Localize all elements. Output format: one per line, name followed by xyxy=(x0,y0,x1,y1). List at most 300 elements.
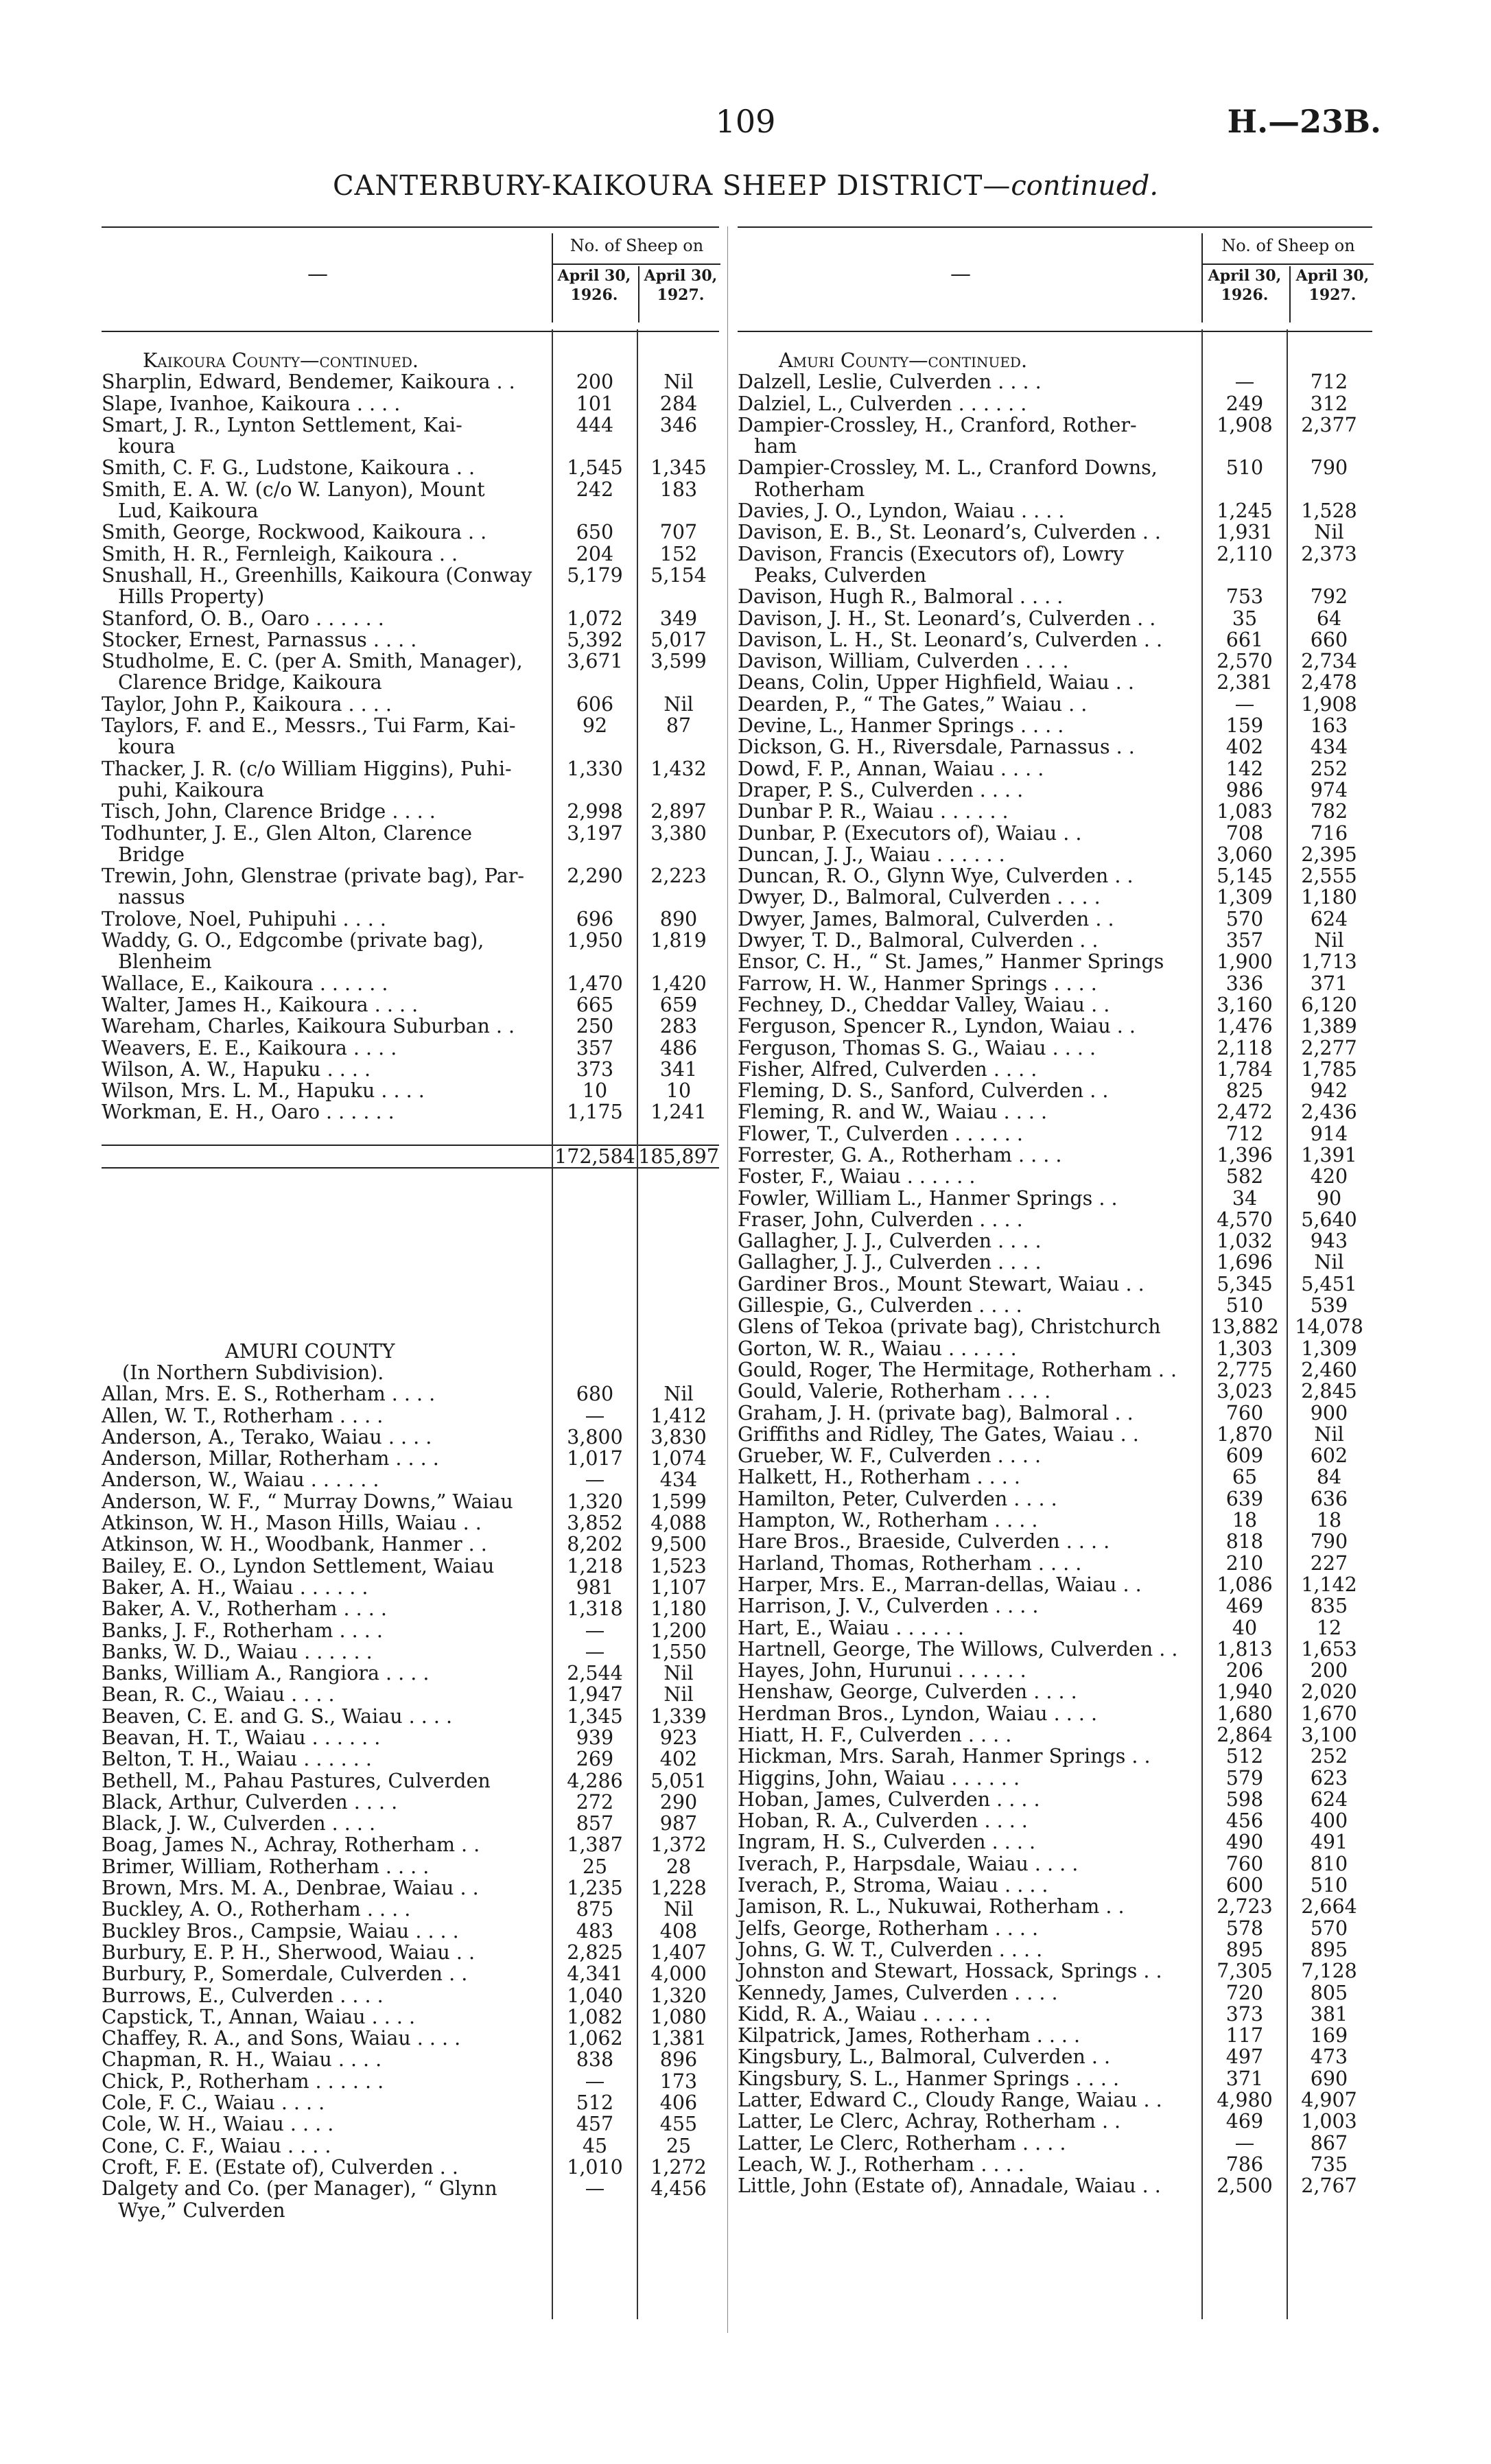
sheep-1927: 1,180 xyxy=(1301,886,1357,909)
left-header-group-title: No. of Sheep on xyxy=(553,233,720,265)
sheep-1926: 1,696 xyxy=(1217,1251,1273,1274)
sheep-1926: 1,396 xyxy=(1217,1143,1273,1166)
table-row xyxy=(738,1381,1372,1402)
sheep-1926: 1,784 xyxy=(1217,1057,1273,1081)
entry-name: (In Northern Subdivision). xyxy=(122,1361,384,1384)
sheep-1927: 3,599 xyxy=(650,650,707,673)
sheep-1927: 896 xyxy=(659,2048,698,2072)
table-row xyxy=(738,457,1372,478)
sheep-1927: 227 xyxy=(1310,1551,1348,1575)
table-row xyxy=(102,2157,719,2178)
table-row xyxy=(102,371,719,392)
table-row xyxy=(102,608,719,629)
entry-name: Taylors, F. and E., Messrs., Tui Farm, Kai- xyxy=(102,714,516,738)
sheep-1926: 895 xyxy=(1225,1938,1264,1961)
sheep-1926: 373 xyxy=(1225,2002,1264,2026)
table-row xyxy=(102,823,719,844)
table-row xyxy=(102,1577,719,1598)
sheep-1926: 4,570 xyxy=(1217,1208,1273,1231)
table-row xyxy=(738,2089,1372,2111)
sheep-1926: 1,940 xyxy=(1217,1680,1273,1704)
entry-name: Harper, Mrs. E., Marran-dellas, Waiau . . xyxy=(738,1573,1142,1596)
table-row xyxy=(738,1403,1372,1424)
sheep-1927: 455 xyxy=(659,2113,698,2136)
entry-name: Chapman, R. H., Waiau . . . . xyxy=(102,2048,382,2072)
sheep-1927: 510 xyxy=(1310,1874,1348,1897)
entry-name: Glens of Tekoa (private bag), Christchurch xyxy=(738,1315,1161,1339)
sheep-1927: 90 xyxy=(1316,1186,1342,1210)
sheep-1927: 9,500 xyxy=(650,1533,707,1556)
left-column xyxy=(102,226,719,2221)
entry-name: Studholme, E. C. (per A. Smith, Manager), xyxy=(102,650,523,673)
page-title-suffix: continued. xyxy=(1011,170,1159,202)
entry-name: Johns, G. W. T., Culverden . . . . xyxy=(738,1938,1043,1961)
sheep-1927: 3,380 xyxy=(650,821,707,845)
table-row xyxy=(102,1469,719,1490)
table-row xyxy=(102,1877,719,1899)
entry-name: Gorton, W. R., Waiau . . . . . . xyxy=(738,1337,1017,1360)
sheep-1927: 200 xyxy=(1310,1659,1348,1682)
entry-name: Davison, William, Culverden . . . . xyxy=(738,650,1069,673)
entry-name: Anderson, Millar, Rotherham . . . . xyxy=(102,1447,439,1470)
table-row xyxy=(738,1424,1372,1445)
sheep-1927: 782 xyxy=(1310,800,1348,823)
table-row xyxy=(738,1939,1372,1960)
table-row xyxy=(102,1598,719,1619)
table-row xyxy=(738,1037,1372,1059)
sheep-1927: 5,640 xyxy=(1301,1208,1357,1231)
entry-name: Lud, Kaikoura xyxy=(118,500,259,523)
sheep-1927: 349 xyxy=(659,607,698,630)
entry-name: Harrison, J. V., Culverden . . . . xyxy=(738,1595,1039,1618)
table-row xyxy=(738,2175,1372,2196)
entry-name: Thacker, J. R. (c/o William Higgins), Puhi- xyxy=(102,757,512,780)
sheep-1927: 169 xyxy=(1310,2024,1348,2048)
table-row xyxy=(738,1466,1372,1488)
sheep-1927: Nil xyxy=(664,1383,694,1406)
table-row xyxy=(102,1770,719,1792)
entry-name: Davison, Hugh R., Balmoral . . . . xyxy=(738,585,1064,609)
sheep-1927: 3,100 xyxy=(1301,1724,1357,1746)
left-header-col2: April 30, 1927. xyxy=(638,266,722,322)
sheep-1926: 34 xyxy=(1232,1186,1258,1210)
sheep-1927: 6,120 xyxy=(1301,993,1357,1016)
table-row xyxy=(738,1295,1372,1316)
entry-name: Clarence Bridge, Kaikoura xyxy=(118,671,382,694)
table-row xyxy=(102,1641,719,1663)
table-row xyxy=(738,1338,1372,1359)
document-code: H.—23B. xyxy=(1227,103,1381,140)
table-row xyxy=(738,672,1372,693)
sheep-1927: 486 xyxy=(659,1036,698,1059)
table-row xyxy=(102,801,719,822)
sheep-1926: 578 xyxy=(1225,1916,1264,1940)
table-row xyxy=(102,779,719,801)
entry-name: Smart, J. R., Lynton Settlement, Kai- xyxy=(102,413,462,436)
sheep-1927: 84 xyxy=(1316,1466,1342,1489)
sheep-1927: 491 xyxy=(1310,1831,1348,1854)
sheep-1926: 4,980 xyxy=(1217,2089,1273,2112)
table-row xyxy=(738,650,1372,672)
sheep-1927: 252 xyxy=(1310,757,1348,780)
entry-name: Higgins, John, Waiau . . . . . . xyxy=(738,1766,1020,1790)
sheep-1926: 2,472 xyxy=(1217,1101,1273,1124)
sheep-1927: Nil xyxy=(1314,1251,1344,1274)
left-header-col1: April 30, 1926. xyxy=(557,267,631,304)
table-row xyxy=(102,1101,719,1123)
entry-name: Foster, F., Waiau . . . . . . xyxy=(738,1165,976,1188)
sheep-1926: 1,032 xyxy=(1217,1230,1273,1253)
sheep-1926: 708 xyxy=(1225,821,1264,845)
sheep-1926: 101 xyxy=(576,392,614,415)
sheep-1926: 1,900 xyxy=(1217,950,1273,974)
entry-name: Blenheim xyxy=(118,950,212,974)
left-header-dash: — xyxy=(307,262,328,286)
table-row xyxy=(738,2046,1372,2067)
table-row xyxy=(738,2025,1372,2046)
entry-name: Baker, A. H., Waiau . . . . . . xyxy=(102,1575,368,1599)
sheep-1927: 18 xyxy=(1316,1509,1342,1532)
sheep-1927: 790 xyxy=(1310,456,1348,480)
sheep-1927: 1,142 xyxy=(1301,1573,1357,1596)
entry-name: Taylor, John P., Kaikoura . . . . xyxy=(102,692,392,716)
table-row xyxy=(738,930,1372,951)
entry-name: Weavers, E. E., Kaikoura . . . . xyxy=(102,1036,397,1059)
sheep-1926: 172,584 xyxy=(554,1145,635,1168)
table-row xyxy=(102,1748,719,1770)
table-row xyxy=(102,2071,719,2092)
entry-name: Ferguson, Spencer R., Lyndon, Waiau . . xyxy=(738,1015,1136,1038)
page-number: 109 xyxy=(715,103,776,140)
sheep-1926: 1,908 xyxy=(1217,413,1273,436)
right-header-group xyxy=(1201,233,1374,322)
table-row xyxy=(738,715,1372,736)
entry-name: Boag, James N., Achray, Rotherham . . xyxy=(102,1833,480,1857)
entry-name: Fisher, Alfred, Culverden . . . . xyxy=(738,1057,1037,1081)
sheep-1926: 720 xyxy=(1225,1981,1264,2004)
sheep-1927: 284 xyxy=(659,392,698,415)
table-row xyxy=(102,1298,719,1319)
sheep-1927: 707 xyxy=(659,521,698,544)
sheep-1927: 1,228 xyxy=(650,1877,707,1900)
table-row xyxy=(102,2049,719,2070)
entry-name: Hampton, W., Rotherham . . . . xyxy=(738,1509,1038,1532)
entry-name: Atkinson, W. H., Mason Hills, Waiau . . xyxy=(102,1512,482,1535)
sheep-1927: 252 xyxy=(1310,1745,1348,1768)
table-row xyxy=(738,1681,1372,1702)
entry-name: Smith, H. R., Fernleigh, Kaikoura . . xyxy=(102,542,458,565)
table-row xyxy=(738,1145,1372,1166)
sheep-1926: 981 xyxy=(576,1575,614,1599)
entry-name: Halkett, H., Rotherham . . . . xyxy=(738,1466,1020,1489)
sheep-1927: 2,845 xyxy=(1301,1380,1357,1403)
entry-name: Anderson, W., Waiau . . . . . . xyxy=(102,1468,379,1492)
table-row xyxy=(738,887,1372,908)
entry-name: Dampier-Crossley, M. L., Cranford Downs, xyxy=(738,456,1158,480)
sheep-1927: 173 xyxy=(659,2069,698,2093)
sheep-1927: 371 xyxy=(1310,972,1348,995)
sheep-1927: 1,241 xyxy=(650,1101,707,1124)
sheep-1927: 28 xyxy=(666,1855,692,1878)
sheep-1927: 1,345 xyxy=(650,456,707,480)
sheep-1926: 857 xyxy=(576,1812,614,1835)
sheep-1927: 570 xyxy=(1310,1916,1348,1940)
sheep-1926: 92 xyxy=(582,714,608,738)
table-row xyxy=(102,500,719,521)
table-row xyxy=(102,2200,719,2221)
entry-name: koura xyxy=(118,736,176,759)
sheep-1927: 690 xyxy=(1310,2067,1348,2090)
sheep-1927: 2,223 xyxy=(650,865,707,888)
sheep-1926: 1,175 xyxy=(567,1101,623,1124)
entry-name: Jelfs, George, Rotherham . . . . xyxy=(738,1916,1039,1940)
entry-name: Snushall, H., Greenhills, Kaikoura (Conway xyxy=(102,563,532,587)
sheep-1926: 570 xyxy=(1225,907,1264,930)
entry-name: Gould, Valerie, Rotherham . . . . xyxy=(738,1380,1051,1403)
sheep-1926: 371 xyxy=(1225,2067,1264,2090)
sheep-1927: 792 xyxy=(1310,585,1348,609)
right-header-col2: April 30, 1927. xyxy=(1289,266,1374,322)
sheep-1926: 661 xyxy=(1225,628,1264,651)
entry-name: Latter, Le Clerc, Rotherham . . . . xyxy=(738,2131,1066,2155)
entry-name: Bailey, E. O., Lyndon Settlement, Waiau xyxy=(102,1554,495,1577)
sheep-1927: 2,664 xyxy=(1301,1895,1357,1919)
section-heading xyxy=(102,1341,719,1362)
sheep-1926: 65 xyxy=(1232,1466,1258,1489)
sheep-1927: 4,907 xyxy=(1301,2089,1357,2112)
entry-name: Black, Arthur, Culverden . . . . xyxy=(102,1790,398,1814)
sheep-1927: 5,154 xyxy=(650,563,707,587)
sheep-1926: 242 xyxy=(576,478,614,501)
entry-name: Hare Bros., Braeside, Culverden . . . . xyxy=(738,1530,1110,1553)
entry-name: Beavan, H. T., Waiau . . . . . . xyxy=(102,1726,381,1749)
table-row xyxy=(102,1405,719,1427)
table-row xyxy=(738,629,1372,650)
sheep-1927: 420 xyxy=(1310,1165,1348,1188)
sheep-1927: 4,088 xyxy=(650,1512,707,1535)
sheep-1927: 1,320 xyxy=(650,1984,707,2007)
entry-name: Kennedy, James, Culverden . . . . xyxy=(738,1981,1058,2004)
entry-name: puhi, Kaikoura xyxy=(118,778,264,801)
sheep-1927: 942 xyxy=(1310,1079,1348,1103)
table-row xyxy=(102,2113,719,2135)
table-row xyxy=(102,1706,719,1727)
sheep-1927: 1,523 xyxy=(650,1554,707,1577)
sheep-1926: 25 xyxy=(582,1855,608,1878)
sheep-1926: 760 xyxy=(1225,1852,1264,1875)
left-rows xyxy=(102,332,719,2221)
sheep-1926: 3,023 xyxy=(1217,1380,1273,1403)
entry-name: Hoban, R. A., Culverden . . . . xyxy=(738,1809,1028,1833)
column-divider xyxy=(727,226,728,2333)
sheep-1927: 2,734 xyxy=(1301,650,1357,673)
sheep-1926: 2,864 xyxy=(1217,1724,1273,1746)
sheep-1926: 250 xyxy=(576,1015,614,1038)
table-row xyxy=(738,586,1372,607)
entry-name: Dowd, F. P., Annan, Waiau . . . . xyxy=(738,757,1044,780)
table-row xyxy=(102,565,719,586)
sheep-1926: 1,309 xyxy=(1217,886,1273,909)
entry-name: Buckley Bros., Campsie, Waiau . . . . xyxy=(102,1919,459,1943)
entry-name: Kingsbury, S. L., Hanmer Springs . . . . xyxy=(738,2067,1120,2090)
sheep-1926: — xyxy=(585,1468,605,1492)
sheep-1926: 5,392 xyxy=(567,628,623,651)
sheep-1927: 473 xyxy=(1310,2045,1348,2069)
table-row xyxy=(102,436,719,457)
table-row xyxy=(102,1534,719,1555)
entry-name: Smith, C. F. G., Ludstone, Kaikoura . . xyxy=(102,456,476,480)
sheep-1926: 4,341 xyxy=(567,1962,623,1986)
table-row xyxy=(738,865,1372,887)
sheep-1926: 5,145 xyxy=(1217,865,1273,888)
sheep-1927: 923 xyxy=(659,1726,698,1749)
entry-name: Hoban, James, Culverden . . . . xyxy=(738,1787,1040,1811)
entry-name: Amuri County—continued. xyxy=(779,349,1028,372)
sheep-1927: 805 xyxy=(1310,1981,1348,2004)
table-row xyxy=(102,2178,719,2199)
entry-name: Gallagher, J. J., Culverden . . . . xyxy=(738,1251,1042,1274)
right-rows xyxy=(738,332,1372,2197)
entry-name: koura xyxy=(118,435,176,458)
entry-name: Davies, J. O., Lyndon, Waiau . . . . xyxy=(738,500,1065,523)
entry-name: Fechney, D., Cheddar Valley, Waiau . . xyxy=(738,993,1110,1016)
sheep-1926: 1,040 xyxy=(567,1984,623,2007)
sheep-1926: 8,202 xyxy=(567,1533,623,1556)
sheep-1926: 1,813 xyxy=(1217,1637,1273,1661)
table-row xyxy=(102,973,719,994)
sheep-1927: 381 xyxy=(1310,2002,1348,2026)
entry-name: Trewin, John, Glenstrae (private bag), Par- xyxy=(102,865,525,888)
table-row xyxy=(738,1896,1372,1917)
table-row xyxy=(102,844,719,865)
entry-name: Burrows, E., Culverden . . . . xyxy=(102,1984,384,2007)
sheep-1926: 497 xyxy=(1225,2045,1264,2069)
sheep-1927: 400 xyxy=(1310,1809,1348,1833)
sheep-1926: 7,305 xyxy=(1217,1960,1273,1983)
entry-name: Croft, F. E. (Estate of), Culverden . . xyxy=(102,2155,458,2179)
table-row xyxy=(102,1037,719,1059)
entry-name: Davison, Francis (Executors of), Lowry xyxy=(738,542,1125,565)
sheep-1927: 1,713 xyxy=(1301,950,1357,974)
table-row xyxy=(102,1921,719,1942)
sheep-1926: 357 xyxy=(576,1036,614,1059)
table-row xyxy=(102,1942,719,1963)
entry-name: Dunbar P. R., Waiau . . . . . . xyxy=(738,800,1009,823)
table-row xyxy=(102,1080,719,1101)
sheep-1926: 2,290 xyxy=(567,865,623,888)
table-row xyxy=(738,994,1372,1016)
sheep-1926: 2,500 xyxy=(1217,2174,1273,2198)
table-row xyxy=(102,994,719,1016)
sheep-1927: Nil xyxy=(664,1662,694,1685)
left-header-group xyxy=(552,233,720,322)
sheep-1926: 402 xyxy=(1225,736,1264,759)
sheep-1926: 1,010 xyxy=(567,2155,623,2179)
sheep-1927: 12 xyxy=(1316,1616,1342,1639)
sheep-1926: 142 xyxy=(1225,757,1264,780)
sheep-1926: 2,775 xyxy=(1217,1358,1273,1381)
sheep-1927: 790 xyxy=(1310,1530,1348,1553)
table-row xyxy=(738,1252,1372,1273)
table-row xyxy=(738,2068,1372,2089)
entry-name: Hickman, Mrs. Sarah, Hanmer Springs . . xyxy=(738,1745,1151,1768)
table-row xyxy=(738,436,1372,457)
sheep-1927: 867 xyxy=(1310,2131,1348,2155)
entry-name: Dwyer, T. D., Balmoral, Culverden . . xyxy=(738,929,1099,952)
sheep-1927: 152 xyxy=(659,542,698,565)
entry-name: Forrester, G. A., Rotherham . . . . xyxy=(738,1143,1062,1166)
entry-name: Atkinson, W. H., Woodbank, Hanmer . . xyxy=(102,1533,487,1556)
sheep-1927: 914 xyxy=(1310,1122,1348,1145)
sheep-1926: 45 xyxy=(582,2134,608,2157)
table-row xyxy=(102,1663,719,1684)
sheep-1927: 624 xyxy=(1310,907,1348,930)
sheep-1926: 249 xyxy=(1225,392,1264,415)
sheep-1926: 939 xyxy=(576,1726,614,1749)
sheep-1926: 10 xyxy=(582,1079,608,1103)
entry-name: Herdman Bros., Lyndon, Waiau . . . . xyxy=(738,1702,1098,1725)
entry-name: Fowler, William L., Hanmer Springs . . xyxy=(738,1186,1118,1210)
table-row xyxy=(738,1553,1372,1574)
entry-name: Cole, F. C., Waiau . . . . xyxy=(102,2091,325,2115)
sheep-1926: — xyxy=(1234,2131,1255,2155)
sheep-1927: 1,819 xyxy=(650,929,707,952)
sheep-1927: 890 xyxy=(659,907,698,930)
entry-name: Flower, T., Culverden . . . . . . xyxy=(738,1122,1023,1145)
entry-name: Dalziel, L., Culverden . . . . . . xyxy=(738,392,1027,415)
sheep-1927: 5,051 xyxy=(650,1769,707,1792)
sheep-1926: 200 xyxy=(576,371,614,394)
entry-name: Hart, E., Waiau . . . . . . xyxy=(738,1616,965,1639)
sheep-1927: 539 xyxy=(1310,1294,1348,1317)
table-row xyxy=(738,1810,1372,1831)
table-row xyxy=(102,2135,719,2157)
sheep-1926: 986 xyxy=(1225,778,1264,801)
entry-name: Rotherham xyxy=(754,478,865,501)
sheep-1927: 1,339 xyxy=(650,1704,707,1728)
entry-name: Fraser, John, Culverden . . . . xyxy=(738,1208,1023,1231)
sheep-1927: 1,074 xyxy=(650,1447,707,1470)
table-row xyxy=(738,1488,1372,1510)
sheep-1927: 900 xyxy=(1310,1401,1348,1424)
entry-name: Allan, Mrs. E. S., Rotherham . . . . xyxy=(102,1383,436,1406)
sheep-1927: 341 xyxy=(659,1057,698,1081)
table-row xyxy=(738,1059,1372,1080)
sheep-1927: 1,309 xyxy=(1301,1337,1357,1360)
table-row xyxy=(738,1617,1372,1639)
table-row xyxy=(102,1123,719,1145)
table-row xyxy=(738,2154,1372,2175)
sheep-1927: 406 xyxy=(659,2091,698,2115)
sheep-1927: 2,436 xyxy=(1301,1101,1357,1124)
entry-name: Wilson, Mrs. L. M., Hapuku . . . . xyxy=(102,1079,425,1103)
table-row xyxy=(102,586,719,607)
sheep-1927: 624 xyxy=(1310,1787,1348,1811)
entry-name: Kilpatrick, James, Rotherham . . . . xyxy=(738,2024,1081,2048)
entry-name: Devine, L., Hanmer Springs . . . . xyxy=(738,714,1064,738)
entry-name: Sharplin, Edward, Bendemer, Kaikoura . . xyxy=(102,371,515,394)
right-header-dash: — xyxy=(950,262,971,286)
sheep-1926: 825 xyxy=(1225,1079,1264,1103)
sheep-1926: 1,072 xyxy=(567,607,623,630)
table-row xyxy=(102,2006,719,2028)
entry-name: Duncan, R. O., Glynn Wye, Culverden . . xyxy=(738,865,1134,888)
entry-name: Trolove, Noel, Puhipuhi . . . . xyxy=(102,907,386,930)
sheep-1926: 1,017 xyxy=(567,1447,623,1470)
table-row xyxy=(102,1016,719,1037)
table-row xyxy=(102,1233,719,1254)
table-row xyxy=(102,672,719,693)
